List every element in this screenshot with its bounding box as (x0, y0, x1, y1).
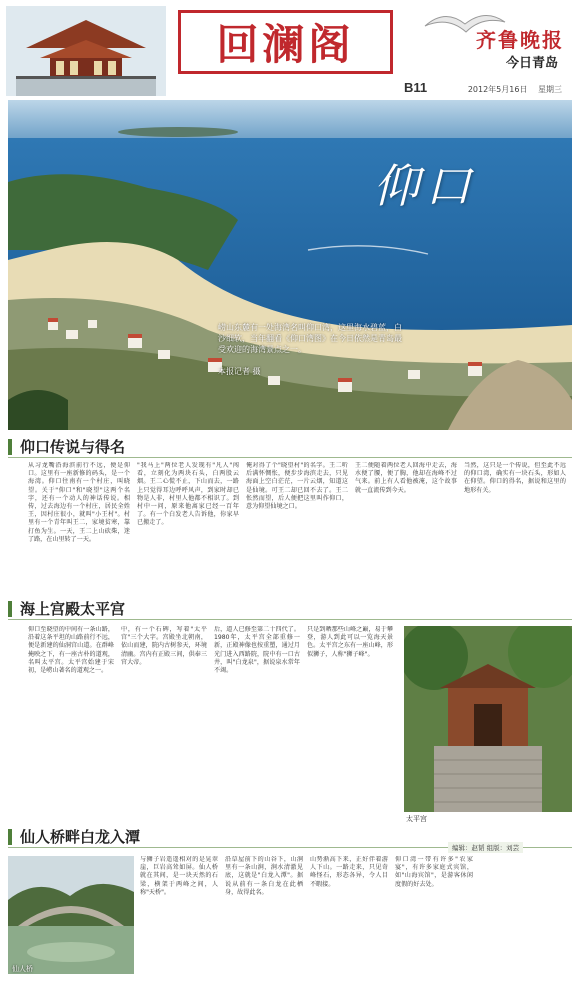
article-column: 中，有一个石碑，写着"太平宫"三个大字。宫殿坐北朝南，依山而建，院内古树参天，环境清幽。宫内有正殿三间，供奉三官大帝。 (121, 626, 207, 666)
section-heading-legend (8, 436, 572, 458)
heading-accent-bar (8, 439, 12, 455)
hero-photo (8, 100, 572, 430)
photo-caption: 仙人桥 (12, 965, 33, 973)
pavilion-illustration (6, 6, 166, 96)
section-title: 仙人桥畔白龙入潭 (20, 828, 141, 846)
column-title (178, 10, 393, 74)
date: 2012年5月16日 (467, 85, 528, 94)
article-column: 沿草屋前下的山谷下，山涧里有一条山涧，涧水清澈见底，这就是"白龙入潭"。据说从前有一条白龙在此栖身，故得此名。 (225, 856, 303, 896)
heading-rule (8, 457, 572, 458)
bay-landscape-image (8, 100, 572, 430)
article-body-palace (28, 626, 398, 826)
article-column: 当然，这只是一个传说，但至此不远的仰口湾，确实有一块石头，形如人在仰望。仰口的得名，据说和这里的地形有关。 (464, 462, 566, 494)
page-number: B11 (404, 80, 428, 95)
column-title-text: 回澜阁 (216, 20, 355, 69)
heading-accent-bar (8, 601, 12, 617)
editor-credits: 编辑：赵韬 组版：刘芸 (448, 842, 523, 853)
section-title: 海上宫殿太平宫 (20, 600, 126, 618)
article-column: 从习龙嘴沿海滨前行不远，便是仰口。这里有一座新修的码头，是一个海湾。仰口往南有一个村庄，叫晓望。关于"仰口"和"晓望"这两个名字，还有一个动人的神话传说。相传，过去海边有一个村庄，居民全姓王，因村庄很小，就叫"小王村"。村里有一个青年叫王二，家境贫寒，靠打鱼为生。一天，王二上山砍柴，迷了路，在山里转了一天。 (28, 462, 130, 543)
article-column: 仰口湾一带有许多"农家宴"，有许多家庭式宾馆，如"山海宾馆"，是游客休闲度假的好去处。 (395, 856, 473, 888)
article-column: 与狮子岩遥遥相对的是晃翠崖，巨岩高耸如屏。仙人桥就在其间，是一块天然的石梁，横架于两峰之间，人称"天桥"。 (140, 856, 218, 896)
article-column: 山势渐高下来，正好伴着游人下山。一路走来，只见奇峰怪石，形态各异，令人目不暇接。 (310, 856, 388, 888)
article-column: 后，道人已修至第二十四代了。1980年，太平宫全部重修一新，正殿神像也按重塑，通过月光门进入西路院，院中有一口古井，叫"白龙泉"，据说泉水常年不竭。 (214, 626, 300, 675)
article-column: 王二便随着两位老人回海中走去，海水便了腰，便了胸，他却在海峰不过气来。前上有人看他被淹，这个故事就一直流传到今天。 (355, 462, 457, 494)
article-column: 只是到晒那些山峰之巅，易于攀登，游人到此可以一览海天景色。太平宫之东有一座山峰，形似狮子，人称"狮子峰"。 (307, 626, 393, 658)
edition-name: 今日青岛 (505, 56, 558, 71)
heading-accent-bar (8, 829, 12, 845)
hero-caption: 崂山东麓有一处海湾名叫仰口湾，这里海水碧蓝，白沙细软，当年翻看《仰口湾图》在今日依然是青岛最受欢迎的海湾景点之一。 (218, 323, 402, 354)
section-title: 仰口传说与得名 (20, 438, 126, 456)
photo-caption: 太平宫 (406, 815, 427, 823)
article-column: 仰口至晓望的中间有一条山路，沿着这条平坦的山路前行不远，便是新建的仙洞宫山道。在群峰掩映之下，有一座古朴的道观，名叫太平宫。太平宫始建于宋初，是崂山著名的道观之一。 (28, 626, 114, 675)
fairy-bridge-photo (8, 856, 134, 974)
heading-rule (8, 619, 572, 620)
article-column: "我马上"两位老人发现有"凡人"闯看，立刻化为两块石头，白两股云烟。王二心慌不止，下山而去，一路上只觉得耳边呼呼风声，到家时却已物是人非，村里人他都不相识了。到村中一问，原来他离家已经一百年了。有一个白发老人告诉他，你家早已搬走了。 (137, 462, 239, 527)
hero-title: 仰口 (373, 159, 477, 213)
article-column (480, 856, 558, 978)
section-heading-taiping-palace (8, 598, 572, 620)
masthead (0, 0, 580, 100)
article-body-bridge (140, 856, 570, 978)
dateline (460, 84, 562, 95)
weekday: 星期三 (538, 85, 562, 94)
newspaper-name: 齐鲁晚报 (476, 28, 564, 52)
taiping-palace-photo (404, 626, 572, 812)
article-column: 俺对得了个"晓望村"的名字。王二听后满怀惆怅，便步步海滨走去，只见海面上空白茫茫，一片云烟，知道这是仙境。可王二却已回不去了。王二怅然而望，后人便把这里叫作仰口，意为仰望仙境之口。 (246, 462, 348, 511)
article-body-legend (28, 462, 570, 608)
hero-credit: 本报记者 摄 (218, 367, 261, 376)
